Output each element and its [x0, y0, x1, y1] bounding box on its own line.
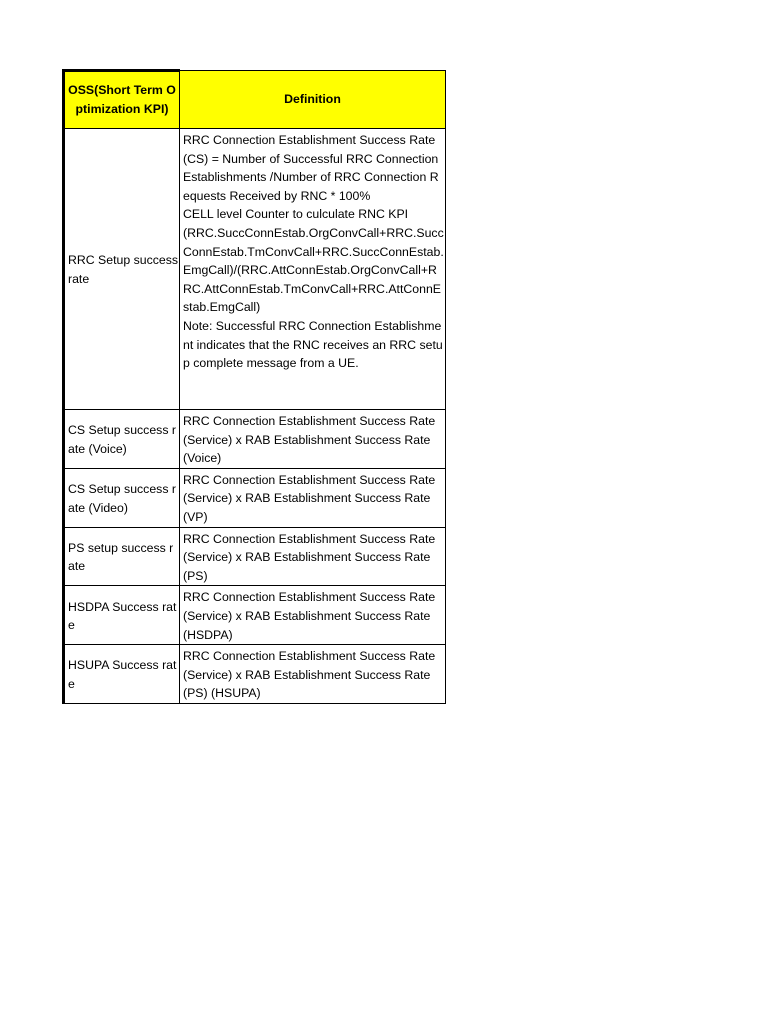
table-row	[64, 129, 446, 410]
kpi-definition-cell: RRC Connection Establishment Success Rate (Service) x RAB Establishment Success Rate (PS)	[180, 527, 446, 586]
kpi-name-cell: RRC Setup success rate	[64, 129, 180, 410]
kpi-definition-cell: RRC Connection Establishment Success Rate (Service) x RAB Establishment Success Rate (Voice)	[180, 410, 446, 469]
definition-counter-formula: (RRC.SuccConnEstab.OrgConvCall+RRC.SuccConnEstab.TmConvCall+RRC.SuccConnEstab.EmgCall)/(RRC.AttConnEstab.OrgConvCall+RRC.AttConnEstab.TmConvCall+RRC.AttConnEstab.EmgCall)	[183, 225, 444, 315]
kpi-name-cell: CS Setup success rate (Video)	[64, 468, 180, 527]
table-row	[64, 586, 446, 645]
kpi-name-cell: CS Setup success rate (Voice)	[64, 410, 180, 469]
definition-counter-heading: CELL level Counter to culculate RNC KPI	[183, 207, 409, 222]
spreadsheet-region	[62, 69, 444, 704]
kpi-definition-cell: RRC Connection Establishment Success Rate (Service) x RAB Establishment Success Rate (PS) (HSUPA)	[180, 645, 446, 704]
header-row	[64, 71, 446, 129]
kpi-name-cell: PS setup success rate	[64, 527, 180, 586]
kpi-definition-cell: RRC Connection Establishment Success Rate (Service) x RAB Establishment Success Rate (VP)	[180, 468, 446, 527]
table-row	[64, 468, 446, 527]
kpi-definition-cell	[180, 129, 446, 410]
kpi-definition-table	[62, 69, 446, 704]
header-definition-cell: Definition	[180, 71, 446, 129]
header-kpi-cell: OSS(Short Term Optimization KPI)	[64, 71, 180, 129]
definition-formula-text: RRC Connection Establishment Success Rate (CS) = Number of Successful RRC Connection Establishments /Number of RRC Connection Requests Received by RNC * 100%	[183, 133, 439, 203]
kpi-definition-cell: RRC Connection Establishment Success Rate (Service) x RAB Establishment Success Rate (HSDPA)	[180, 586, 446, 645]
table-row	[64, 645, 446, 704]
kpi-name-cell: HSUPA Success rate	[64, 645, 180, 704]
kpi-name-cell: HSDPA Success rate	[64, 586, 180, 645]
definition-note: Note: Successful RRC Connection Establishment indicates that the RNC receives an RRC setup complete message from a UE.	[183, 318, 443, 371]
table-row	[64, 527, 446, 586]
table-row	[64, 410, 446, 469]
